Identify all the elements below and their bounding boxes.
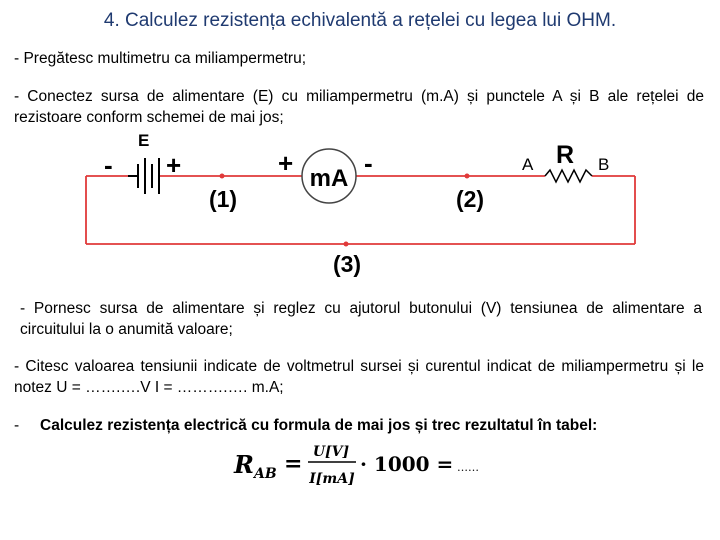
node-a-label: A [522, 155, 534, 174]
milliammeter-plus-sign: + [278, 148, 294, 178]
formula-numerator: U[V] [312, 444, 350, 460]
milliammeter-minus-sign: - [364, 148, 373, 178]
step-connect-source: - Conectez sursa de alimentare (E) cu miliampermetru (m.A) și punctele A și B ale rețelei de rezistoare conform schemei de mai jos; [14, 88, 704, 126]
battery-symbol [128, 158, 159, 194]
point-1-label: (1) [208, 186, 238, 212]
battery-plus-sign: + [166, 150, 182, 180]
resistor-symbol [545, 170, 592, 182]
point-1-dot [220, 174, 225, 179]
step-dash: - [14, 417, 20, 434]
point-3-label: (3) [332, 251, 362, 277]
node-b-label: B [598, 155, 610, 174]
formula-factor: · 1000 = [360, 452, 454, 476]
step-adjust-voltage: - Pornesc sursa de alimentare și reglez cu ajutorul butonului (V) tensiunea de alimentare a circuitului la o anumită valoare; [20, 300, 702, 338]
formula-lhs: $R_{AB}$ [234, 450, 277, 482]
circuit-wires [86, 176, 635, 244]
step-prepare-multimeter: - Pregătesc multimetru ca miliampermetru; [14, 50, 306, 67]
formula-denominator: I[mA] [309, 471, 355, 487]
point-2-dot [465, 174, 470, 179]
point-2-label: (2) [455, 186, 485, 212]
milliammeter-label: mA [309, 165, 349, 192]
battery-minus-sign: - [104, 150, 113, 180]
step-calculate-resistance [14, 415, 704, 436]
point-3-dot [344, 242, 349, 247]
step-calculate-text: Calculez rezistența electrică cu formula de mai jos și trec rezultatul în tabel: [40, 417, 598, 434]
step-read-values: - Citesc valoarea tensiunii indicate de voltmetrul sursei și curentul indicat de miliampermetru și le notez U = …….….V I = ……….…. m.A; [14, 358, 704, 396]
resistor-label: R [556, 141, 575, 169]
formula-equals: = [284, 451, 303, 477]
formula-result: …… [457, 461, 479, 474]
battery-label: E [138, 131, 150, 150]
page-title: 4. Calculez rezistența echivalentă a rețelei cu legea lui OHM. [103, 10, 617, 31]
ohm-law-formula [233, 444, 479, 487]
